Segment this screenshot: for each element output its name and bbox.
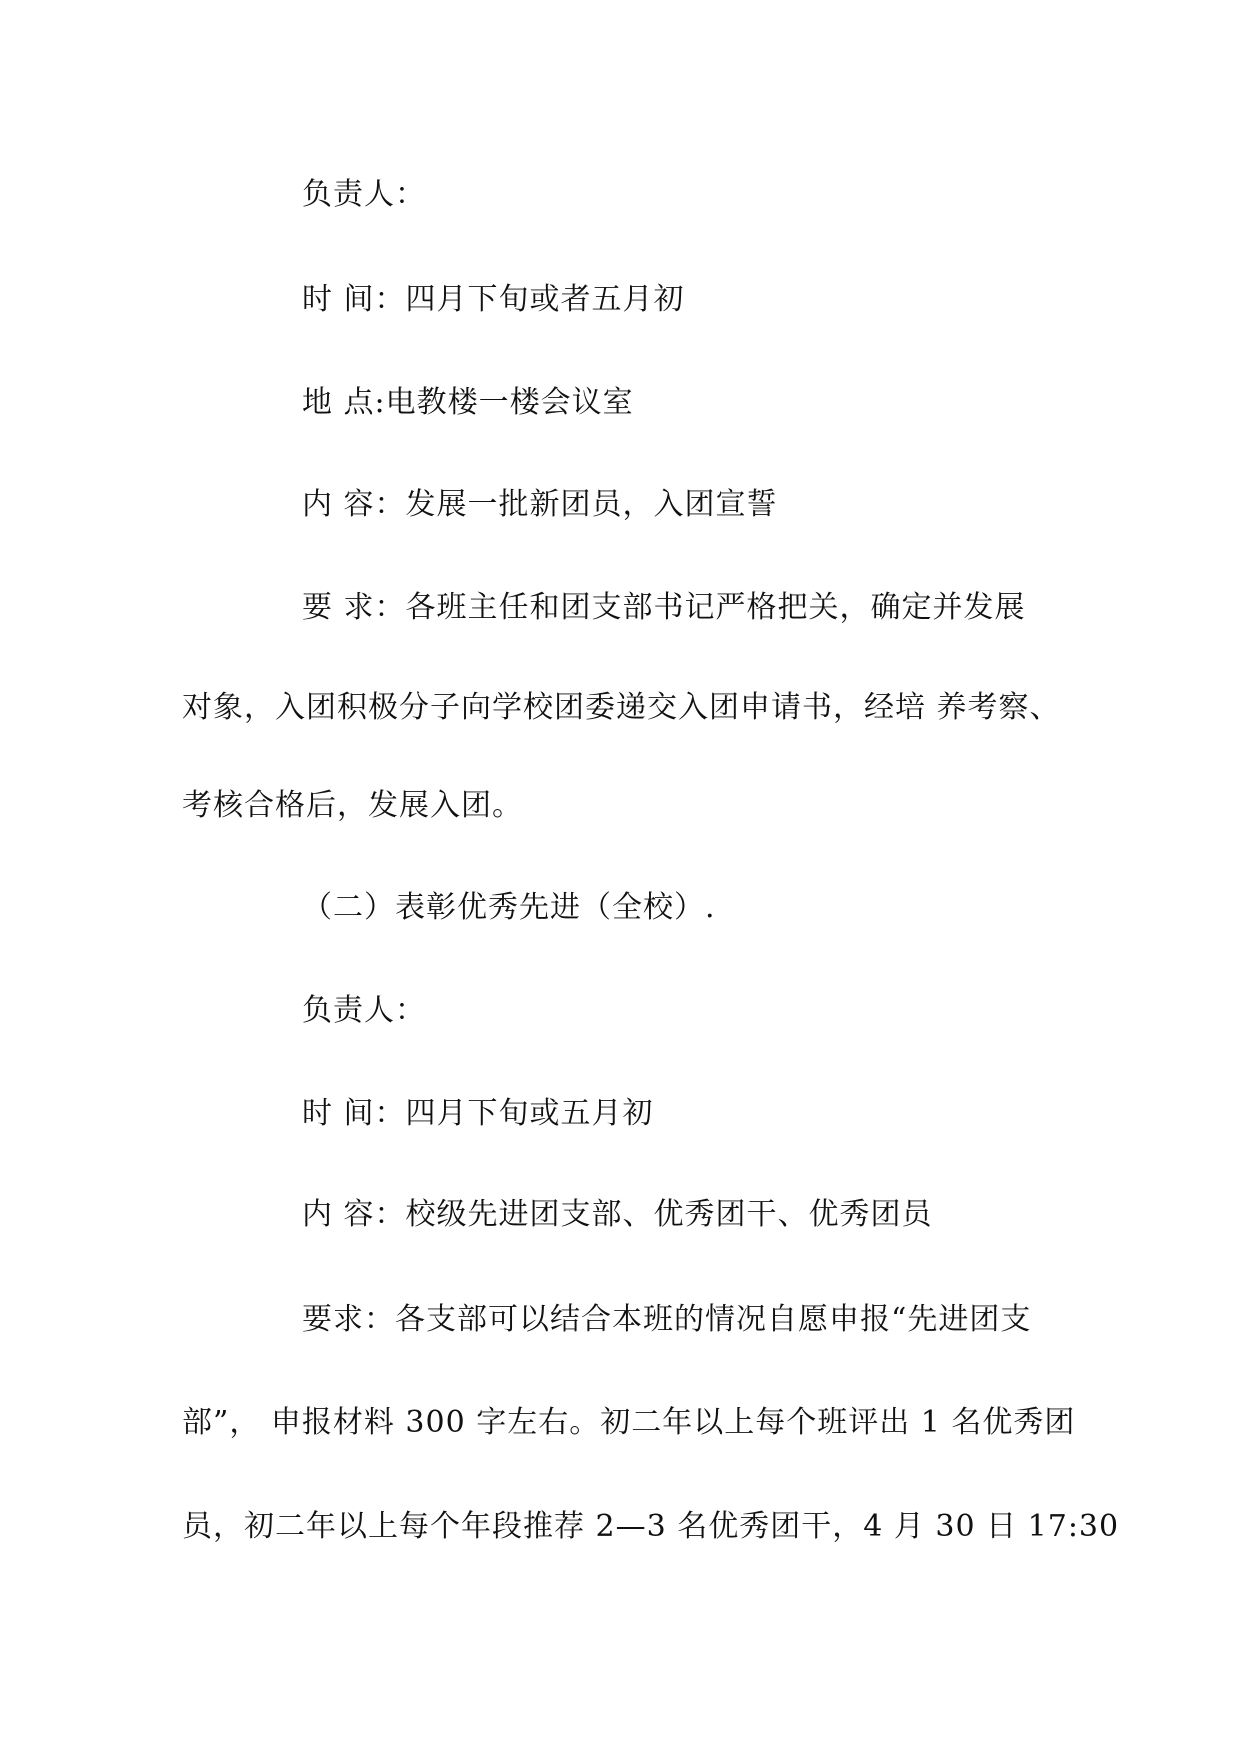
requirements-line-4: 要求：各支部可以结合本班的情况自愿申报“先进团支 — [302, 1302, 1032, 1337]
content-line-1: 内 容：发展一批新团员，入团宣誓 — [302, 487, 778, 522]
time-line-1: 时 间：四月下旬或者五月初 — [302, 282, 685, 317]
responsible-person-label-2: 负责人： — [302, 993, 426, 1028]
requirements-line-2: 对象，入团积极分子向学校团委递交入团申请书，经培 养考察、 — [182, 690, 1061, 725]
location-line: 地 点:电教楼一楼会议室 — [302, 385, 634, 420]
requirements-line-5: 部”， 申报材料 300 字左右。初二年以上每个班评出 1 名优秀团 — [182, 1405, 1076, 1440]
content-line-2: 内 容：校级先进团支部、优秀团干、优秀团员 — [302, 1197, 933, 1232]
time-line-2: 时 间：四月下旬或五月初 — [302, 1096, 654, 1131]
section-heading-2: （二）表彰优秀先进（全校）. — [302, 890, 716, 925]
requirements-line-1: 要 求：各班主任和团支部书记严格把关，确定并发展 — [302, 590, 1026, 625]
responsible-person-label-1: 负责人： — [302, 177, 426, 212]
requirements-line-3: 考核合格后，发展入团。 — [182, 788, 523, 823]
requirements-line-6: 员，初二年以上每个年段推荐 2—3 名优秀团干，4 月 30 日 17:30 — [182, 1509, 1120, 1544]
